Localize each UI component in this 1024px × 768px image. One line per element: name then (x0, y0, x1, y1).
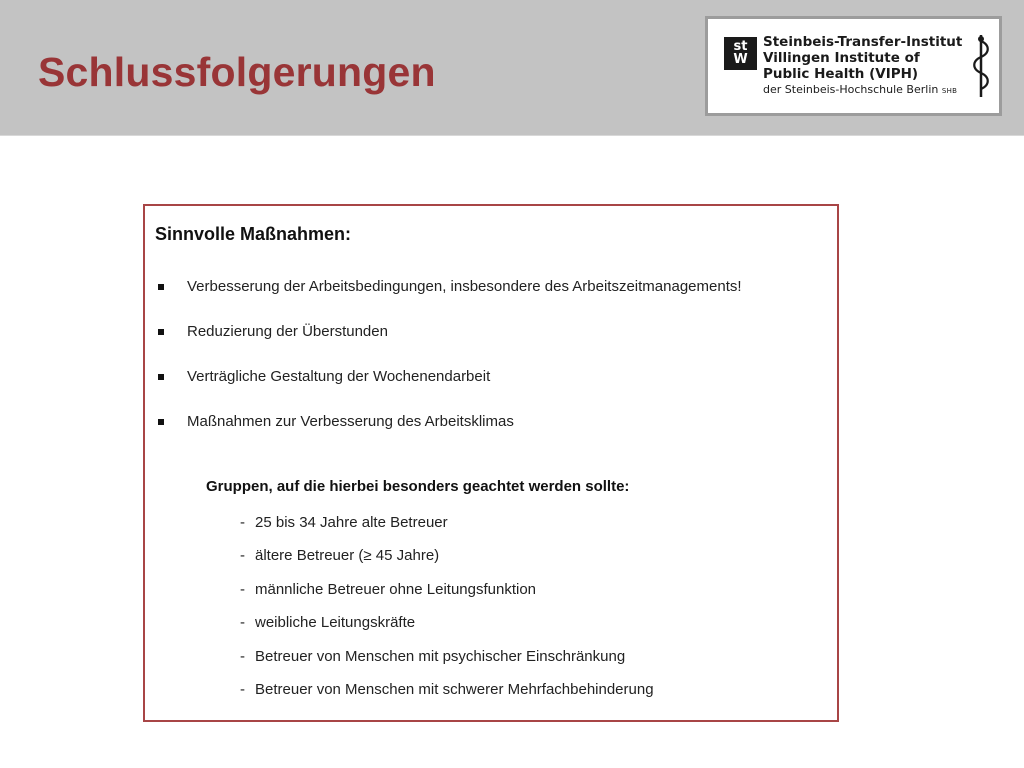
list-item (155, 276, 742, 298)
institute-logo (705, 16, 1002, 116)
dash-marker: - (240, 547, 245, 565)
list-item (155, 321, 742, 343)
stw-logo-mark (724, 37, 757, 70)
list-item (240, 612, 654, 634)
measures-list (155, 276, 742, 433)
dash-marker: - (240, 680, 245, 698)
logo-line-4-suffix: SHB (941, 87, 958, 95)
list-item (240, 512, 654, 534)
measure-text: Maßnahmen zur Verbesserung des Arbeitsklimas (187, 413, 514, 430)
measures-heading: Sinnvolle Maßnahmen: (155, 224, 352, 244)
square-bullet-icon (158, 284, 164, 290)
header-band (0, 0, 1024, 136)
group-text: ältere Betreuer (≥ 45 Jahre) (255, 547, 440, 565)
group-text: weibliche Leitungskräfte (255, 614, 416, 632)
group-text: 25 bis 34 Jahre alte Betreuer (255, 514, 448, 531)
dash-marker: - (240, 647, 245, 665)
slide-title: Schlussfolgerungen (38, 49, 436, 95)
dash-marker: - (240, 614, 245, 632)
square-bullet-icon (158, 329, 164, 335)
logo-line-3: Public Health (VIPH) (763, 66, 919, 82)
logo-mark-bottom: W (733, 52, 748, 67)
logo-mark-top: st (733, 39, 748, 54)
group-text: männliche Betreuer ohne Leitungsfunktion (255, 580, 537, 598)
rod-of-asclepius-icon (970, 33, 992, 99)
logo-text (763, 34, 963, 99)
conclusions-box (143, 204, 839, 722)
list-item (155, 366, 742, 388)
list-item (155, 411, 742, 433)
group-text: Betreuer von Menschen mit psychischer Einschränkung (255, 647, 626, 665)
list-item (240, 646, 654, 668)
logo-line-4-text: der Steinbeis-Hochschule Berlin (763, 83, 939, 96)
measure-text: Verbesserung der Arbeitsbedingungen, insbesondere des Arbeitszeitmanagements! (187, 278, 742, 295)
dash-marker: - (240, 514, 245, 531)
groups-heading: Gruppen, auf die hierbei besonders geachtet werden sollte: (206, 478, 630, 495)
measure-text: Verträgliche Gestaltung der Wochenendarbeit (187, 368, 491, 385)
dash-marker: - (240, 580, 245, 598)
logo-line-4 (763, 82, 963, 99)
groups-list (240, 512, 654, 701)
measure-text: Reduzierung der Überstunden (187, 323, 388, 340)
group-text: Betreuer von Menschen mit schwerer Mehrfachbehinderung (255, 680, 654, 698)
square-bullet-icon (158, 419, 164, 425)
list-item (240, 679, 654, 701)
logo-line-1: Steinbeis-Transfer-Institut (763, 34, 963, 50)
list-item (240, 545, 654, 567)
list-item (240, 579, 654, 601)
logo-line-2: Villingen Institute of (763, 50, 920, 66)
square-bullet-icon (158, 374, 164, 380)
